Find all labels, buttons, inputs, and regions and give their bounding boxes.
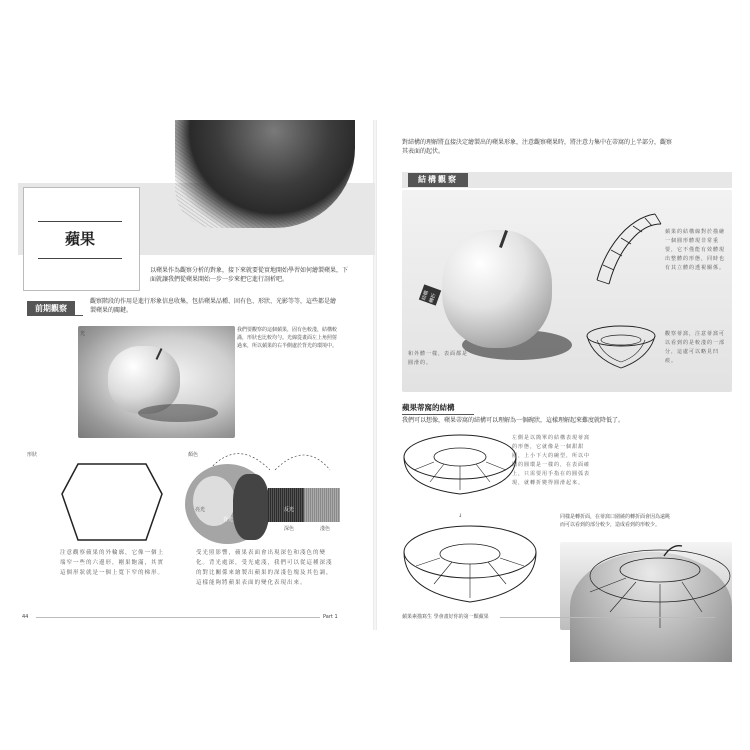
right-footer-rule (500, 617, 715, 618)
apple-grid-lines (570, 548, 730, 628)
tag-highlight: 亮光 (195, 507, 206, 513)
left-running-head: Part 1 (323, 614, 338, 620)
tag-light: 淺色 (320, 526, 331, 532)
section-label-rule (75, 315, 83, 316)
left-footer-rule (36, 617, 320, 618)
structure-turn-tag: 結構轉折 (419, 284, 441, 305)
left-section-text: 觀察階段的作用是進行形象信息收集，包括蘋果品種、固有色、形狀、光影等等，這些都是繪製蘋果的關鍵。 (90, 298, 337, 314)
right-subtext: 我們可以想像，蘋果蒂窩的結構可以理解為一個碗狀，這樣理解起來難度就降低了。 (402, 417, 625, 424)
right-footer-text: 蘋果素描寫生 學會畫好你的第一顆蘋果 (402, 614, 489, 620)
apple-structure-body (442, 230, 552, 348)
structure-wireframe-curve (595, 210, 665, 290)
left-page-number: 44 (22, 614, 29, 620)
left-intro-text: 以蘋果作為觀察分析的對象，接下來就要從實地開始學習如何繪製蘋果，下面就讓我們從蘋果開始一步一步來把它進行剖析吧。 (150, 267, 349, 283)
color-apple-dark-area (233, 474, 269, 540)
stem-bowl-wireframe (585, 322, 657, 372)
shape-caption: 注意觀察蘋果的外輪廓，它像一個上端窄一些的六邊形，剛果飽滿，其實這個形狀就是一個上寬下窄的梯形。 (60, 550, 165, 576)
subheading-stem-structure: 蘋果蒂窩的結構 (402, 403, 455, 412)
tag-dark: 深色 (284, 526, 295, 532)
title-rule-bottom (38, 258, 122, 259)
note-curve: 蘋果的結構線對於描繪一個圓形體現非常重要，它不僅能有效體現出整體的形態，同時也有其立體的透視關係。 (665, 229, 726, 271)
subheading-rule (402, 414, 474, 415)
page-title: 蘋果 (64, 230, 95, 248)
down-arrow-icon: ↓ (458, 513, 463, 519)
photo-caption: 我們要觀察的這個蘋果，固有色較淺，結構較滿，形狀也比較均勻。光線從畫面左上角照射過來，所以蘋果的右半側處於背光的環境中。 (237, 327, 338, 349)
note-stem: 觀察蒂窩，注意蒂窩可以看到的是較淺的一部分，這處可以略見凹痕。 (665, 331, 726, 364)
note-photo-grid: 同樣是轉折面，在蒂窩口圍繞的轉折面會因為遠眺而可以看到的部分較少，造成看到的形較少。 (560, 514, 671, 528)
apple-shadow (138, 404, 218, 422)
torus-wireframe-top (400, 432, 520, 502)
torus-wireframe-bottom (400, 522, 540, 612)
shape-label: 形狀 (27, 452, 38, 458)
swatch-dark (268, 488, 304, 522)
tag-shadow: 背光 (223, 517, 234, 523)
light-tag: 光 (80, 331, 86, 337)
title-rule-top (38, 221, 122, 222)
color-apple-diagram (185, 464, 270, 544)
note-side: 和外體一樣，表面都是圓滑的。 (408, 351, 469, 366)
color-caption: 受光照影響，蘋果表面會出現深色和淺色的變化。背光處深，受光處淺，我們可以從這種深淺的對比關係來繪製出蘋果的深淺色塊及其色調，這樣能夠將蘋果表面的變化表現出來。 (196, 550, 333, 586)
section-label-structure: 結構觀察 (408, 173, 468, 187)
hexagon-shape-diagram (50, 462, 170, 542)
apple-photo-left (78, 326, 235, 438)
tag-reflect: 反光 (284, 507, 295, 513)
right-intro-text: 對結構的理解將直接決定繪製出的蘋果形象，注意觀察蘋果時，將注意力集中在蒂窩的上半部分，觀察其表面的起伏。 (402, 139, 673, 155)
color-label: 顏色 (188, 452, 199, 458)
note-torus: 左側是以簡單的結構表現蒂窩的形態，它就像是一個甜甜圈，上小下大的碗型，所以中間的圓環是一樣的，在表面確上，只需要用手指在的圓弧表現，就轉折變得圓滑起來。 (512, 435, 591, 486)
section-label-early-observation: 前期觀察 (27, 301, 75, 316)
swatch-light (304, 488, 340, 522)
